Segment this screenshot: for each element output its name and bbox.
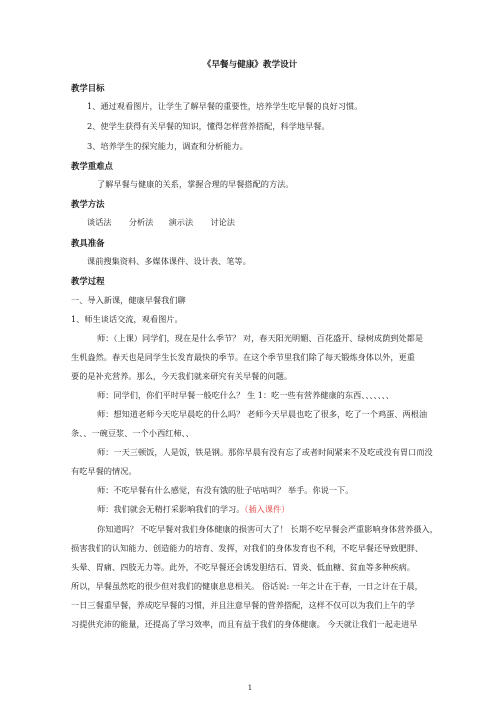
process-step: 一、导入新课，健康早餐我们聊 bbox=[71, 295, 186, 305]
method-item: 演示法 bbox=[168, 217, 194, 227]
paragraph-line: 师：不吃早餐有什么感觉，有没有饿的肚子咕咕叫？ 举手。你说一下。 bbox=[97, 485, 354, 495]
paragraph-line: 师：想知道老师今天吃早晨吃的什么吗？ 老师今天早晨也吃了很多，吃了一个鸡蛋、两根油 bbox=[97, 409, 428, 419]
process-substep: 1、师生谈话交流，观看图片。 bbox=[71, 314, 183, 324]
methods-list bbox=[87, 216, 235, 228]
paragraph-line: 要的是补充营养。那么，今天我们就来研究有关早餐的问题。 bbox=[71, 371, 293, 381]
heading-key-points: 教学重难点 bbox=[71, 161, 113, 171]
key-points-text: 了解早餐与健康的关系，掌握合理的早餐搭配的方法。 bbox=[97, 179, 294, 189]
preparation-text: 课前搜集资料、多媒体课件、设计表、笔等。 bbox=[87, 256, 251, 266]
paragraph-line: 师：一天三顿饭，人是饭，铁是钢。那你早晨有没有忘了或者时间紧来不及吃或没有胃口而没 bbox=[97, 447, 433, 457]
paragraph-line: 一日三餐重早餐，养成吃早餐的习惯，并且注意早餐的营养搭配，这样不仅可以为我们上午的学 bbox=[71, 600, 415, 610]
objective-item: 3、培养学生的探究能力，调查和分析能力。 bbox=[87, 141, 248, 151]
heading-preparation: 教具准备 bbox=[71, 238, 105, 248]
objective-item: 2、使学生获得有关早餐的知识，懂得怎样营养搭配，科学地早餐。 bbox=[87, 121, 330, 131]
paragraph-line: 师：（上课）同学们，现在是什么季节？ 对，春天阳光明媚、百花盛开、绿树成荫到处都是 bbox=[97, 333, 424, 343]
paragraph-line: 有吃早餐的情况。 bbox=[71, 466, 137, 476]
paragraph-line: 师：同学们，你们平时早餐一般吃什么？ 生 1：吃一些有营养健康的东西、、、、、、、 bbox=[97, 390, 394, 400]
paragraph-line: 头晕、胃痛、四肢无力等。此外，不吃早餐还会诱发胆结石、胃炎、低血糖、贫血等多种疾病。 bbox=[71, 562, 415, 572]
heading-methods: 教学方法 bbox=[71, 199, 105, 209]
heading-process: 教学过程 bbox=[71, 276, 105, 286]
insert-courseware-tag: （插入课件） bbox=[244, 504, 290, 514]
method-item: 讨论法 bbox=[210, 217, 235, 227]
document-title: 《早餐与健康》教学设计 bbox=[202, 60, 298, 70]
paragraph-line: 习提供充沛的能量，还提高了学习效率，而且有益于我们的身体健康。 今天就让我们一起走进早 bbox=[71, 619, 418, 629]
paragraph-line: 你知道吗？ 不吃早餐对我们身体健康的损害可大了！ 长期不吃早餐会严重影响身体营养摄入， bbox=[97, 524, 438, 534]
method-item: 谈话法 bbox=[87, 217, 112, 227]
objective-item: 1、通过观看图片，让学生了解早餐的重要性，培养学生吃早餐的良好习惯。 bbox=[87, 101, 363, 111]
paragraph-line: 生机盎然。春天也是同学生长发育最快的季节。在这个季节里我们除了每天锻炼身体以外，更重 bbox=[71, 352, 415, 362]
page-number: 1 bbox=[247, 684, 253, 692]
method-item: 分析法 bbox=[128, 217, 154, 227]
paragraph-line: 损害我们的认知能力、创造能力的培育、发挥，对我们的身体发育也不利，不吃早餐还导致肥胖、 bbox=[71, 543, 424, 553]
paragraph-line: 所以，早餐虽然吃的很少但对我们的健康息息相关。 俗话说: 一年之计在于春，一日之计在于晨， bbox=[71, 581, 423, 591]
paragraph-text: 师：我们就会无精打采影响我们的学习。 bbox=[97, 504, 245, 514]
paragraph-line bbox=[97, 503, 289, 515]
heading-objectives: 教学目标 bbox=[71, 83, 105, 93]
paragraph-line: 条、、一碗豆浆、一个小西红柿、、 bbox=[71, 428, 194, 438]
